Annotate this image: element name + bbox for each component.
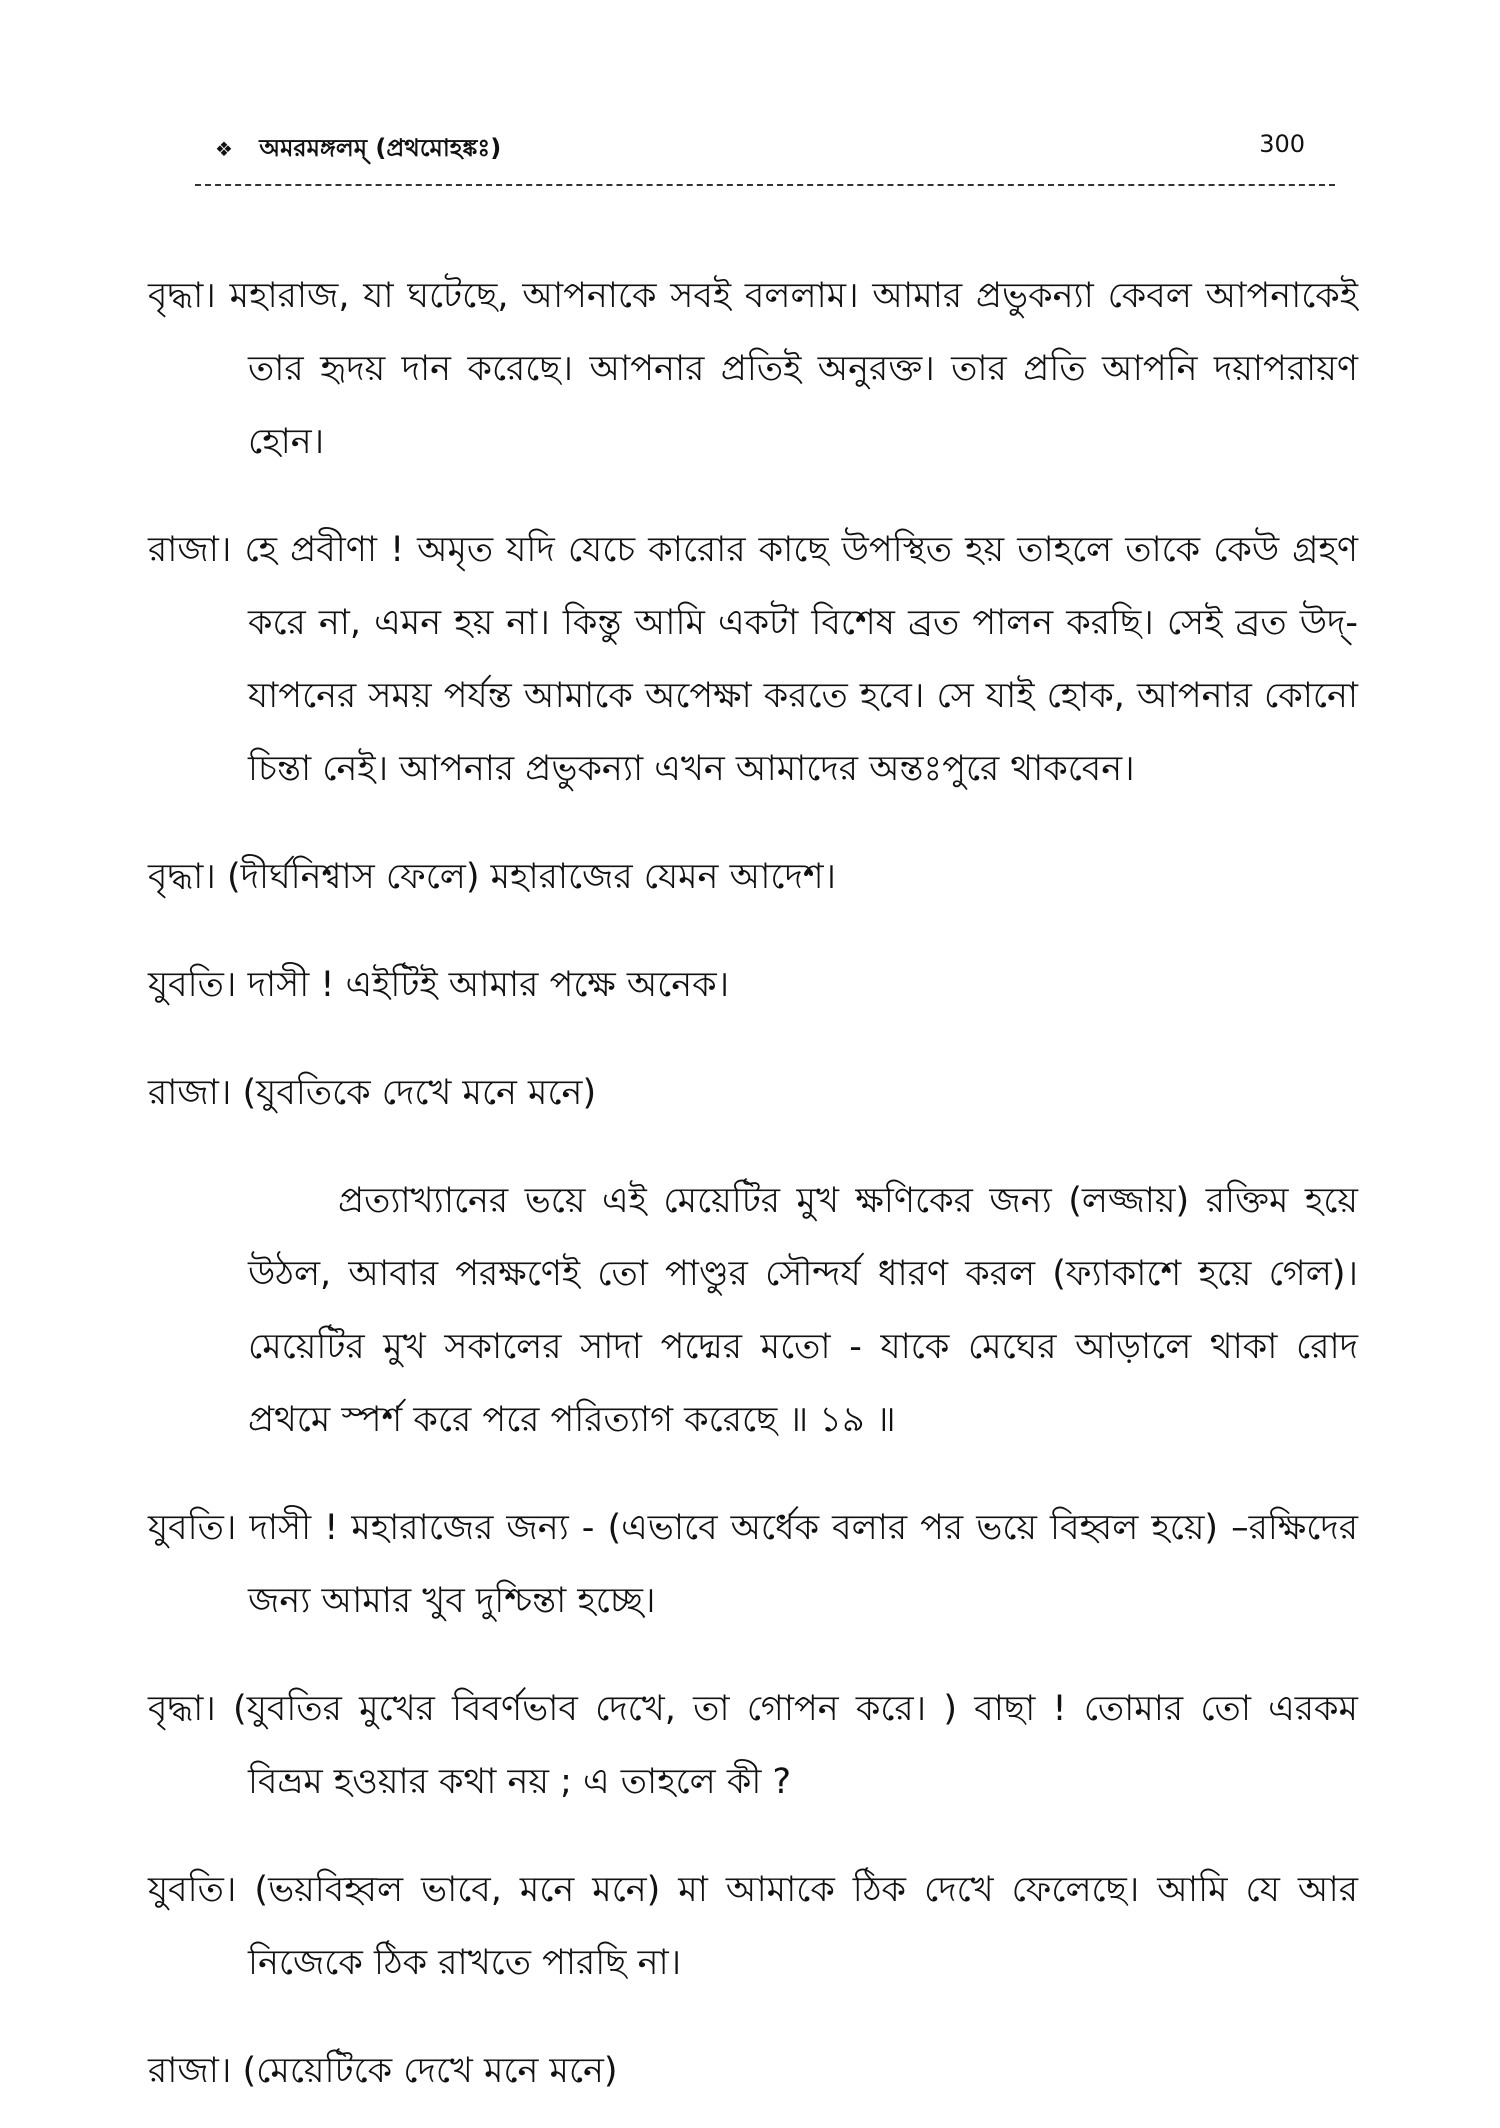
header-divider [195, 184, 1335, 186]
speaker-name: যুবতি। [148, 1870, 237, 1910]
page-body [148, 225, 1358, 2128]
speaker-name: রাজা। [148, 1073, 232, 1113]
dialogue-text: হে প্রবীণা ! অমৃত যদি যেচে কারোর কাছে উপস্থিত হয় তাহলে তাকে কেউ গ্রহণ করে না, এমন হয় না। কিন্তু আমি একটা বিশেষ ব্রত পালন করছি। সেই ব্রত উদ্-যাপনের সময় পর্যন্ত আমাকে অপেক্ষা করতে হবে। সে যাই হোক, আপনার কোনো চিন্তা নেই। আপনার প্রভুকন্যা এখন আমাদের অন্তঃপুরে থাকবেন। [244, 530, 1358, 789]
speaker-name: যুবতি। [148, 1508, 237, 1548]
dialogue-line [148, 514, 1358, 806]
page-number: 300 [1259, 130, 1305, 158]
header-title-group [215, 130, 501, 170]
dialogue-text: (দীর্ঘনিশ্বাস ফেলে) মহারাজের যেমন আদেশ। [226, 857, 837, 897]
dialogue-line [148, 949, 1358, 1022]
ornament-bullet-icon: ❖ [215, 137, 233, 161]
dialogue-line [148, 1057, 1358, 1130]
header-title: অমরমঙ্গলম্ (প্রথমোহঙ্কঃ) [259, 134, 502, 162]
dialogue-text: (ভয়বিহ্বল ভাবে, মনে মনে) মা আমাকে ঠিক দেখে ফেলেছে। আমি যে আর নিজেকে ঠিক রাখতে পারছি না। [248, 1870, 1358, 1983]
speaker-name: রাজা। [148, 2051, 232, 2091]
speaker-name: বৃদ্ধা। [148, 1689, 216, 1729]
dialogue-line [148, 2035, 1358, 2108]
dialogue-text: মহারাজ, যা ঘটেছে, আপনাকে সবই বললাম। আমার প্রভুকন্যা কেবল আপনাকেই তার হৃদয় দান করেছে। আপনার প্রতিই অনুরক্ত। তার প্রতি আপনি দয়াপরায়ণ হোন। [229, 276, 1358, 462]
dialogue-line [148, 841, 1358, 914]
dialogue-line [148, 1673, 1358, 1819]
dialogue-line [148, 1854, 1358, 2000]
running-header [215, 130, 1305, 170]
verse-paragraph: প্রত্যাখ্যানের ভয়ে এই মেয়েটির মুখ ক্ষণিকের জন্য (লজ্জায়) রক্তিম হয়ে উঠল, আবার পরক্ষণেই তো পাণ্ডুর সৌন্দর্য ধারণ করল (ফ্যাকাশে হয়ে গেল)। মেয়েটির মুখ সকালের সাদা পদ্মের মতো - যাকে মেঘের আড়ালে থাকা রোদ প্রথমে স্পর্শ করে পরে পরিত্যাগ করেছে ॥ ১৯ ॥ [248, 1181, 1358, 1440]
speaker-name: রাজা। [148, 530, 232, 570]
dialogue-line [148, 260, 1358, 479]
dialogue-line [148, 1492, 1358, 1638]
dialogue-text: (যুবতিকে দেখে মনে মনে) [242, 1073, 597, 1113]
dialogue-text: (মেয়েটিকে দেখে মনে মনে) [242, 2051, 618, 2091]
dialogue-text: দাসী ! এইটিই আমার পক্ষে অনেক। [247, 965, 730, 1005]
speaker-name: বৃদ্ধা। [148, 857, 216, 897]
speaker-name: যুবতি। [148, 965, 237, 1005]
speaker-name: বৃদ্ধা। [148, 276, 216, 316]
dialogue-text: দাসী ! মহারাজের জন্য - (এভাবে অর্ধেক বলার পর ভয়ে বিহ্বল হয়ে) –রক্ষিদের জন্য আমার খুব দুশ্চিন্তা হচ্ছে। [248, 1508, 1358, 1621]
dialogue-text: (যুবতির মুখের বিবর্ণভাব দেখে, তা গোপন করে। ) বাছা ! তোমার তো এরকম বিভ্রম হওয়ার কথা নয় ; এ তাহলে কী ? [233, 1689, 1358, 1802]
